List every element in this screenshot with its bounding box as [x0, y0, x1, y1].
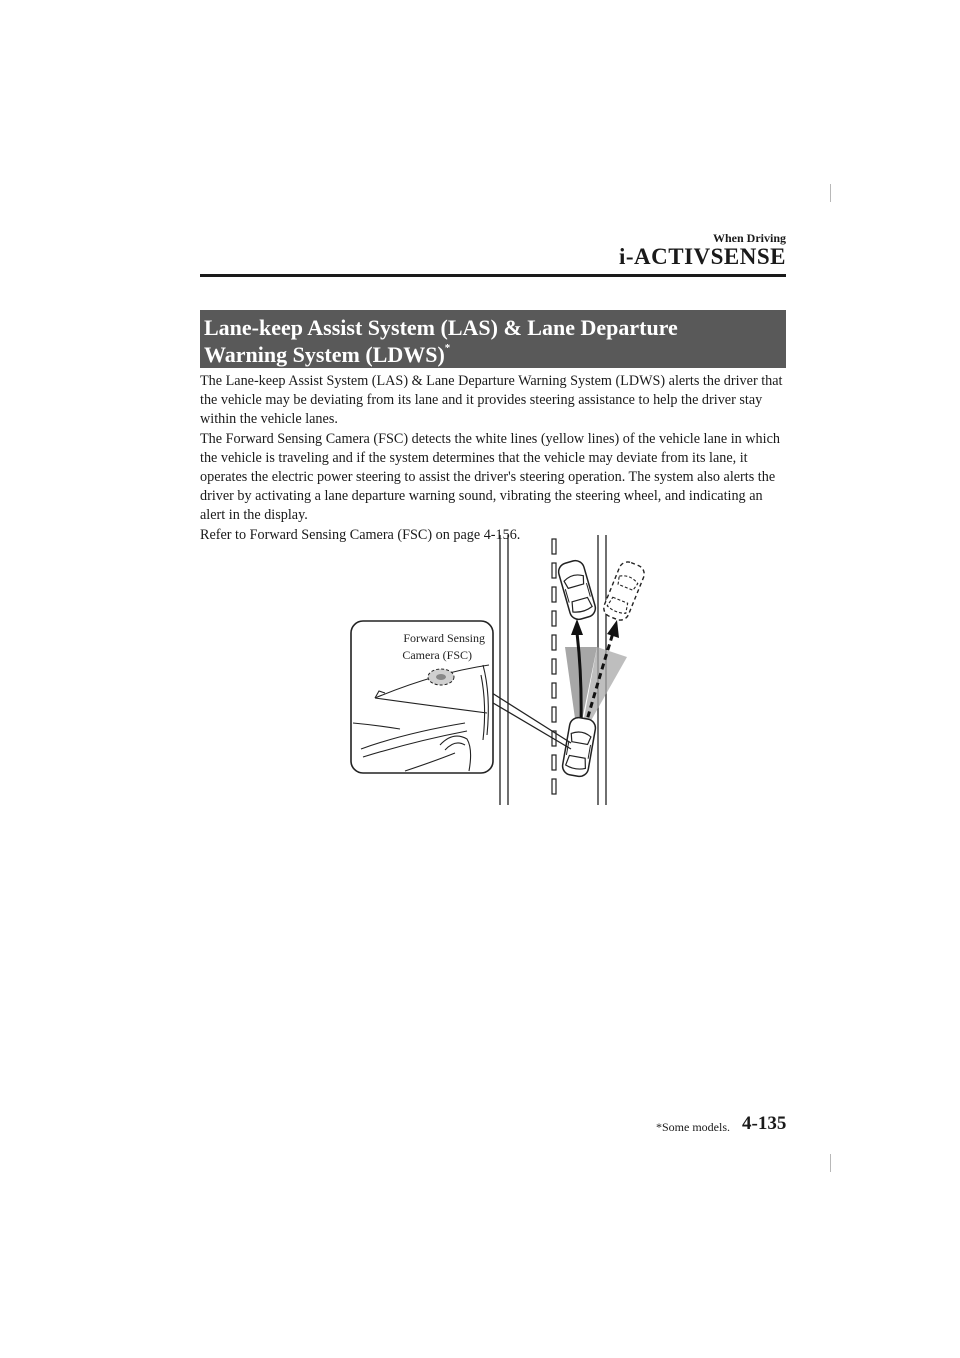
arrow-head	[607, 620, 619, 638]
paragraph: The Lane-keep Assist System (LAS) & Lane Departure Warning System (LDWS) alerts the driver that the vehicle may be deviating from its lane and it provides steering assistance to help the driver stay within the vehicle lanes.	[200, 373, 783, 428]
section-heading	[200, 310, 786, 368]
callout-label: Camera (FSC)	[402, 648, 472, 662]
arrow-head	[571, 619, 583, 635]
vehicle-top	[557, 559, 598, 622]
footnote-some-models: *Some models.	[656, 1120, 730, 1134]
paragraph: The Forward Sensing Camera (FSC) detects the white lines (yellow lines) of the vehicle lane in which the vehicle is traveling and if the system determines that the vehicle may deviate from its lane, it operates the electric power steering to assist the driver's steering operation. The system also alerts the driver by activating a lane departure warning sound, vibrating the steering wheel, and indicating an alert in the display.	[200, 430, 780, 524]
page-number: 4-135	[742, 1113, 787, 1134]
section-label: When Driving	[712, 231, 786, 245]
lane-keep-illustration	[345, 535, 645, 810]
callout-leader	[492, 693, 571, 743]
footnote-mark: *	[444, 342, 451, 354]
paragraph: Refer to Forward Sensing Camera (FSC) on page 4-156.	[200, 526, 521, 543]
body-text	[200, 372, 786, 545]
vehicle-ghost	[601, 559, 645, 623]
crop-mark-bottom	[830, 1154, 831, 1172]
crop-mark-top	[830, 184, 831, 202]
chapter-title: i-ACTIVSENSE	[618, 244, 786, 269]
heading-line-2: Warning System (LDWS)	[204, 342, 445, 367]
lane-markers	[552, 539, 556, 794]
callout-label: Forward Sensing	[403, 631, 485, 645]
heading-line-1: Lane-keep Assist System (LAS) & Lane Departure	[204, 315, 678, 340]
header-rule	[200, 274, 786, 277]
